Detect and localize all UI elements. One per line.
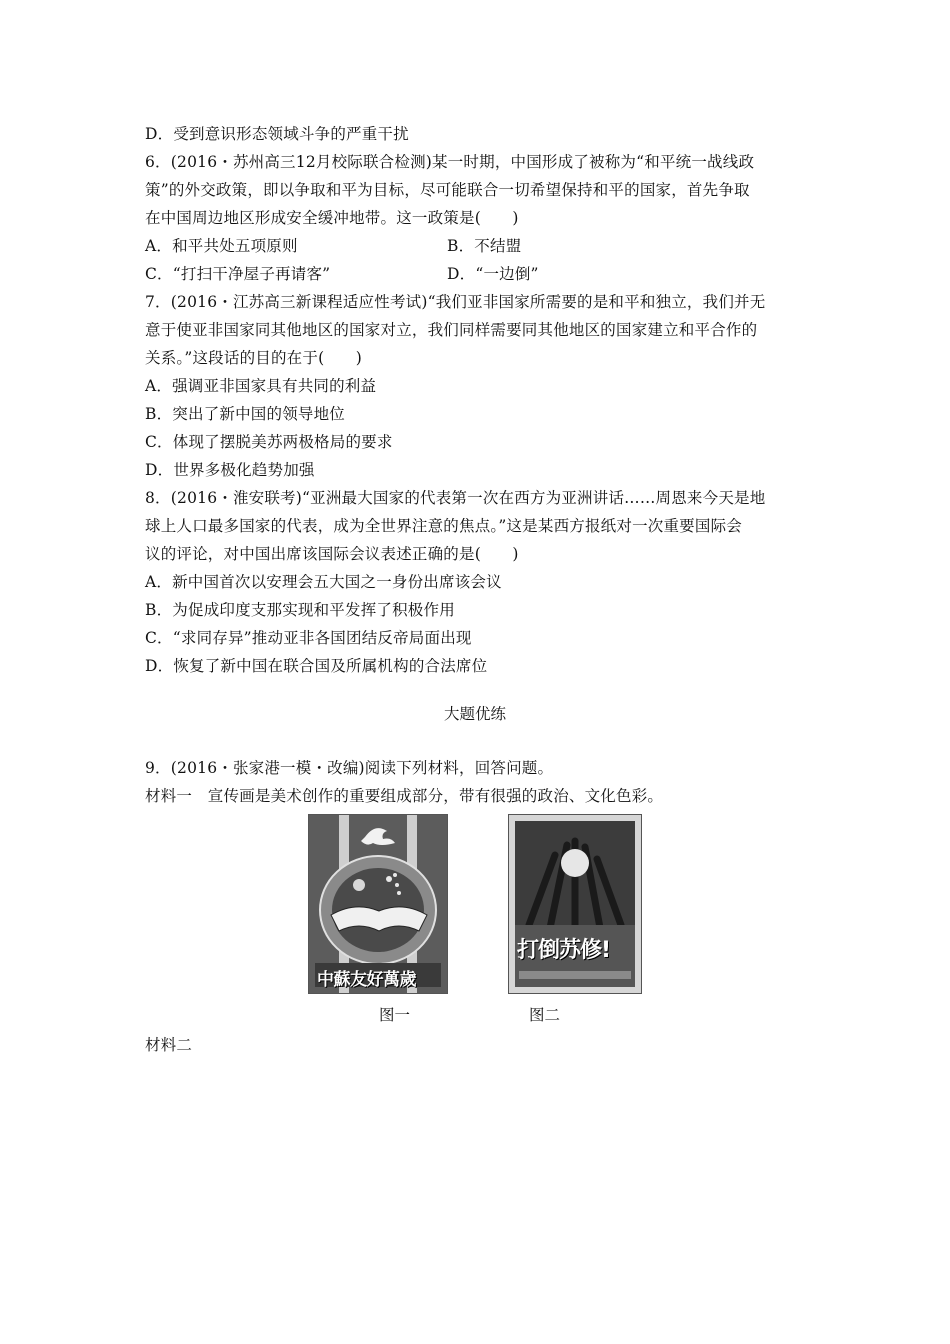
q8-stem-line-1: 8．(2016・淮安联考)“亚洲最大国家的代表第一次在西方为亚洲讲话……周恩来今天是地 bbox=[145, 489, 766, 507]
figure-2-caption: 图二 bbox=[529, 1006, 561, 1024]
q7-option-d: D．世界多极化趋势加强 bbox=[145, 461, 315, 479]
q6-stem-line-2: 策”的外交政策，即以争取和平为目标，尽可能联合一切希望保持和平的国家，首先争取 bbox=[145, 181, 750, 199]
q8-option-c: C．“求同存异”推动亚非各国团结反帝局面出现 bbox=[145, 629, 472, 647]
q6-option-row-1 bbox=[145, 232, 810, 260]
anti-revisionism-poster-image bbox=[509, 815, 641, 993]
q7-option-a: A．强调亚非国家具有共同的利益 bbox=[145, 377, 377, 395]
q6-option-c: C．“打扫干净屋子再请客” bbox=[145, 265, 331, 283]
q8-option-d: D．恢复了新中国在联合国及所属机构的合法席位 bbox=[145, 657, 488, 675]
q6-option-b: B．不结盟 bbox=[447, 237, 522, 255]
q9-stem: 9．(2016・张家港一模・改编)阅读下列材料，回答问题。 bbox=[145, 759, 554, 777]
q7-stem-line-3: 关系。”这段话的目的在于( ) bbox=[145, 349, 362, 367]
section-title: 大题优练 bbox=[443, 705, 506, 723]
figure-1-poster bbox=[308, 814, 448, 994]
q6-option-a: A．和平共处五项原则 bbox=[145, 237, 298, 255]
q6-option-d: D．“一边倒” bbox=[447, 265, 539, 283]
figure-2-poster bbox=[508, 814, 642, 994]
q8-option-b: B．为促成印度支那实现和平发挥了积极作用 bbox=[145, 601, 455, 619]
q7-stem-line-2: 意于使亚非国家同其他地区的国家对立，我们同样需要同其他地区的国家建立和平合作的 bbox=[145, 321, 758, 339]
figure-1-caption: 图一 bbox=[379, 1006, 411, 1024]
q8-stem-line-2: 球上人口最多国家的代表，成为全世界注意的焦点。”这是某西方报纸对一次重要国际会 bbox=[145, 517, 742, 535]
hammer-sickle-icon bbox=[353, 879, 365, 891]
q5-option-d: D．受到意识形态领域斗争的严重干扰 bbox=[145, 125, 409, 143]
q9-material-2: 材料二 bbox=[145, 1036, 193, 1054]
q6-stem-line-3: 在中国周边地区形成安全缓冲地带。这一政策是( ) bbox=[145, 209, 519, 227]
q6-option-row-2 bbox=[145, 260, 810, 288]
figure-1-poster-text: 中蘇友好萬歲 bbox=[317, 970, 416, 990]
q8-option-a: A．新中国首次以安理会五大国之一身份出席该会议 bbox=[145, 573, 502, 591]
q9-material-1: 材料一 宣传画是美术创作的重要组成部分，带有很强的政治、文化色彩。 bbox=[145, 787, 664, 805]
q6-stem-line-1: 6．(2016・苏州高三12月校际联合检测)某一时期，中国形成了被称为“和平统一战线政 bbox=[145, 153, 755, 171]
figure-2-poster-text: 打倒苏修! bbox=[517, 938, 611, 963]
q7-option-c: C．体现了摆脱美苏两极格局的要求 bbox=[145, 433, 393, 451]
q8-stem-line-3: 议的评论，对中国出席该国际会议表述正确的是( ) bbox=[145, 545, 519, 563]
q7-option-b: B．突出了新中国的领导地位 bbox=[145, 405, 345, 423]
q7-stem-line-1: 7．(2016・江苏高三新课程适应性考试)“我们亚非国家所需要的是和平和独立，我们并无 bbox=[145, 293, 766, 311]
